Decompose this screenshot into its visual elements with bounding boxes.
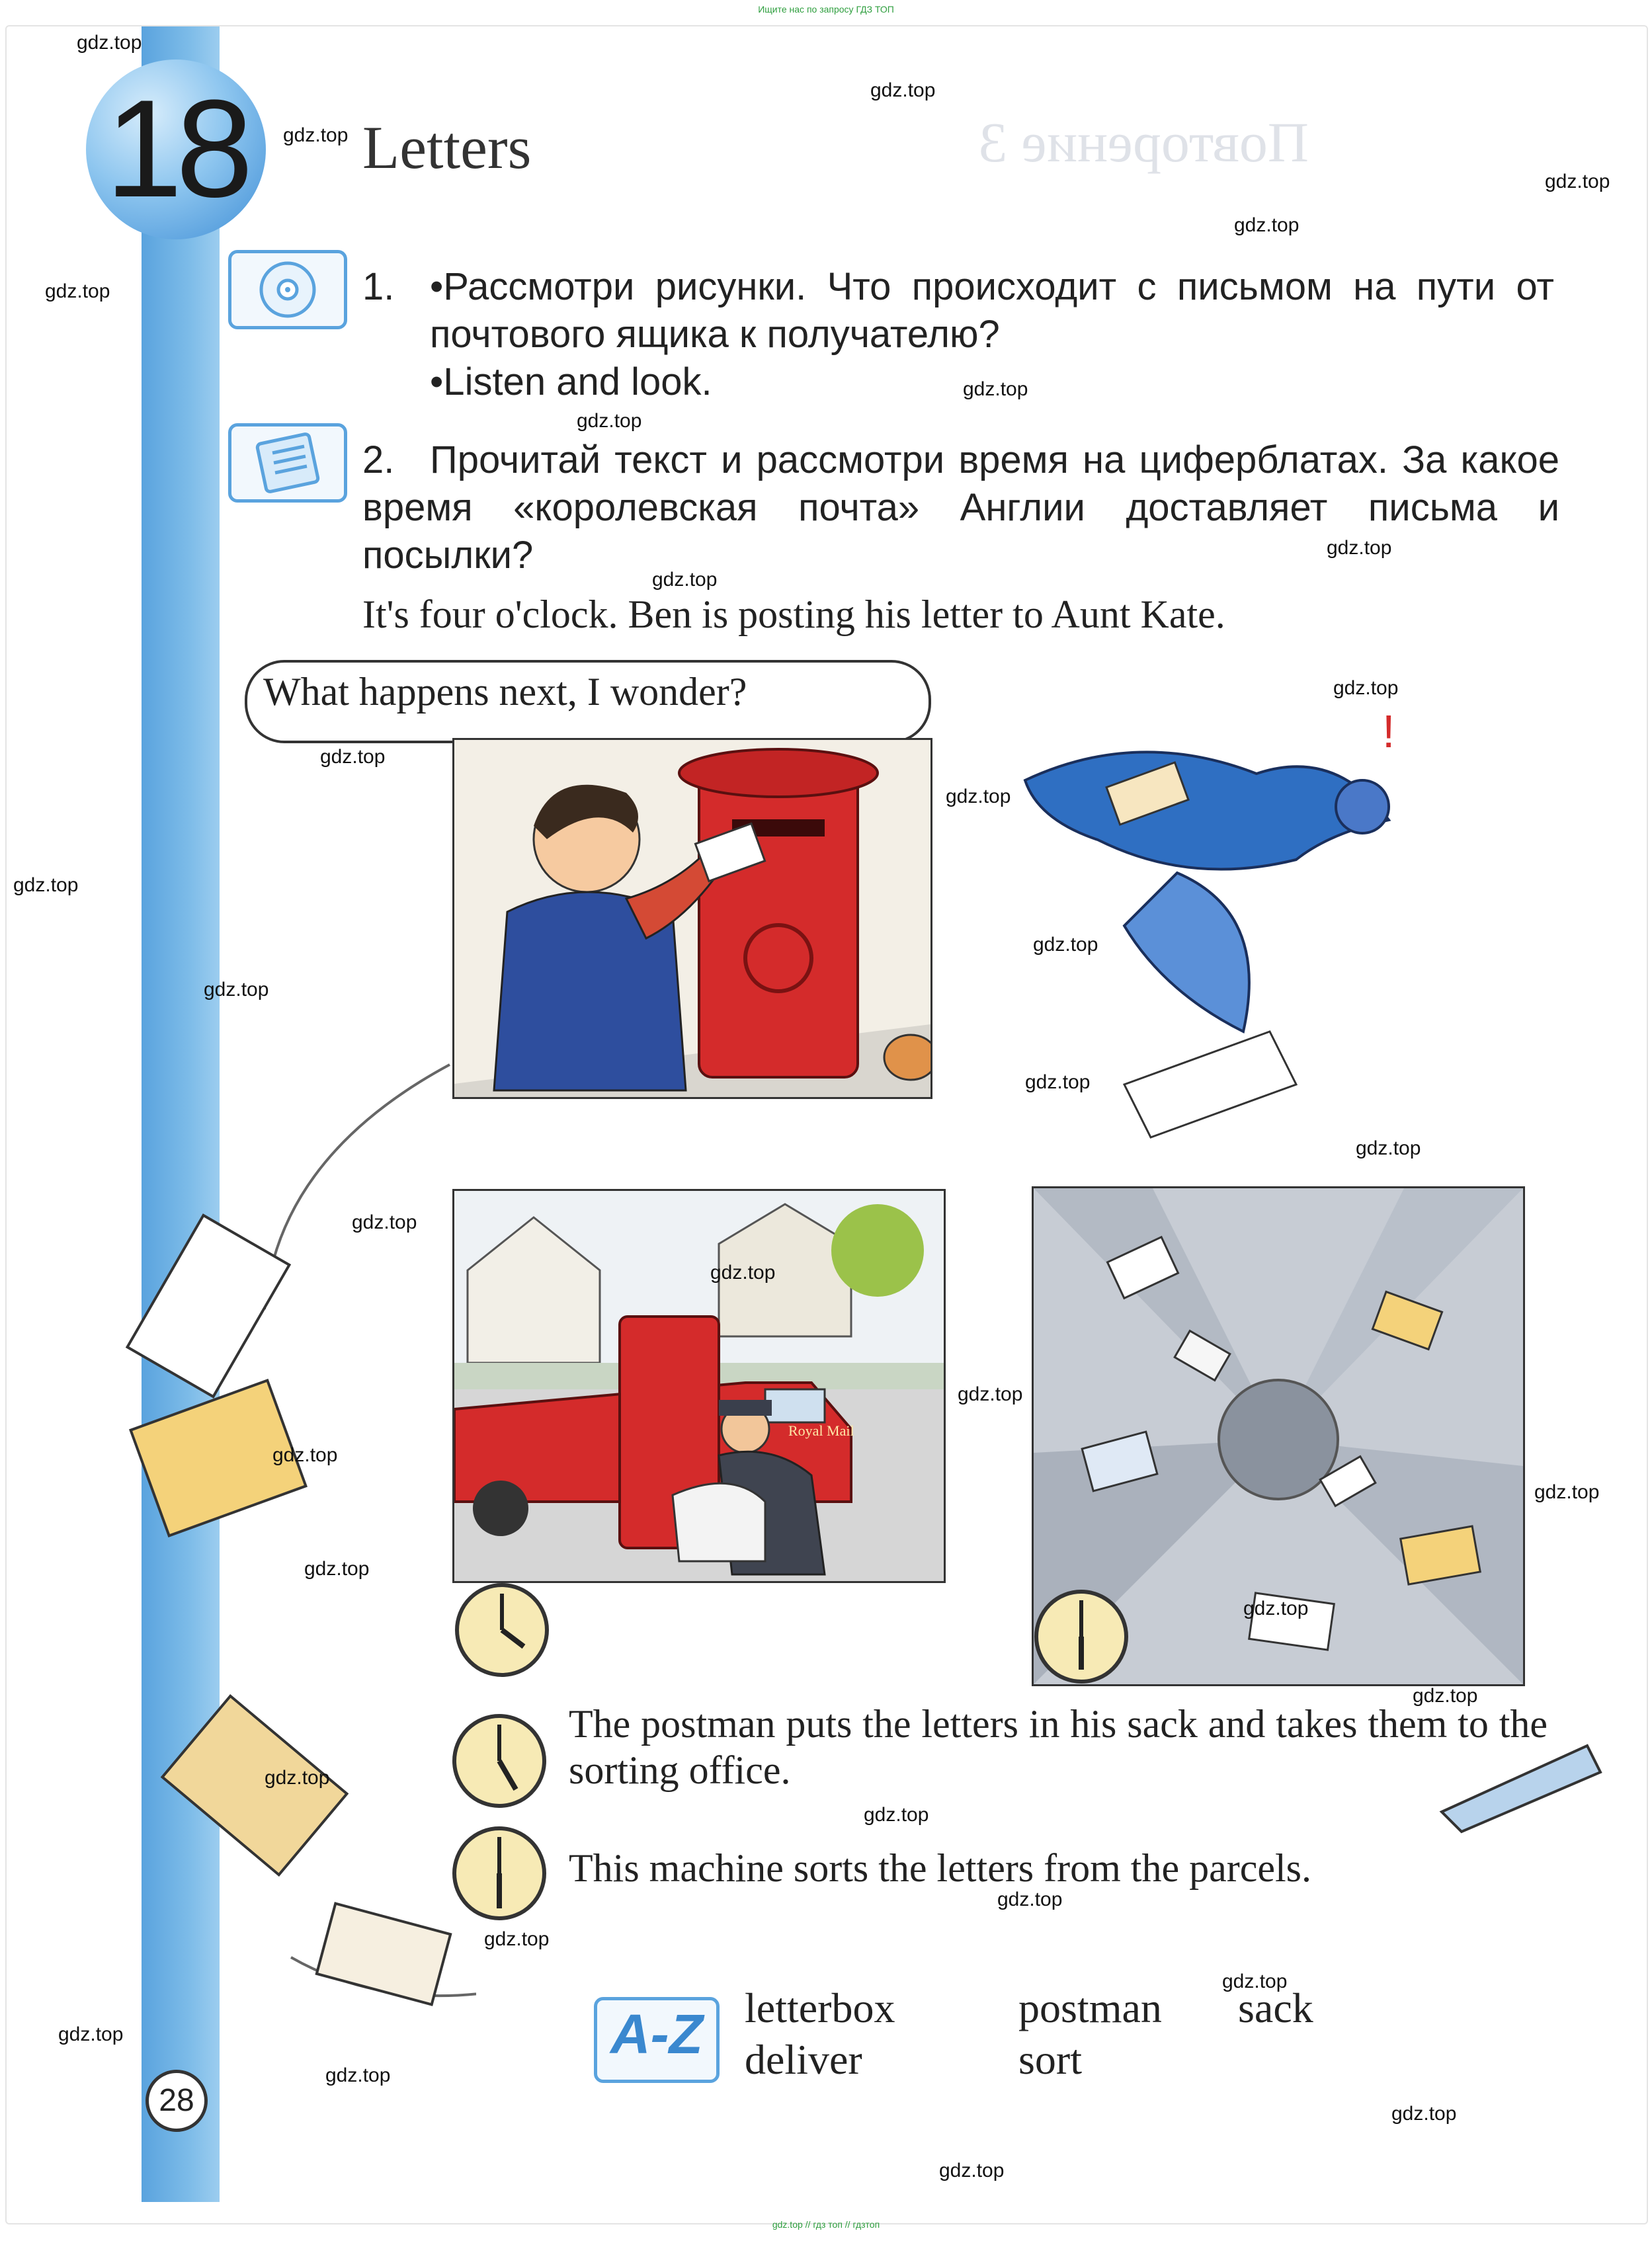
top-search-note: Ищите нас по запросу ГДЗ ТОП [758, 4, 894, 15]
watermark: gdz.top [939, 2160, 1005, 2181]
watermark: gdz.top [946, 786, 1011, 807]
watermark: gdz.top [1413, 1685, 1478, 1707]
watermark: gdz.top [1545, 171, 1610, 192]
watermark: gdz.top [304, 1558, 370, 1580]
ghost-heading: Повторение 3 [979, 110, 1309, 174]
watermark: gdz.top [265, 1767, 330, 1789]
caption-sorting-machine: This machine sorts the letters from the parcels. [569, 1846, 1311, 1890]
watermark: gdz.top [77, 32, 142, 54]
svg-text:!: ! [1382, 706, 1395, 757]
book-icon [228, 423, 347, 503]
vocab-word-sack: sack [1238, 1984, 1313, 2031]
watermark: gdz.top [13, 874, 79, 896]
unit-title: Letters [362, 114, 532, 181]
watermark: gdz.top [1234, 214, 1300, 236]
watermark: gdz.top [1033, 934, 1098, 956]
illustration-boy-posting-letter [452, 738, 932, 1099]
watermark: gdz.top [325, 2064, 391, 2086]
cd-icon [228, 250, 347, 329]
illustration-pigeon-carrying-letter [926, 688, 1455, 1151]
exercise1-instruction-en: •Listen and look. [430, 360, 712, 403]
bottom-note: gdz.top // гдз топ // гдзтоп [772, 2219, 880, 2230]
watermark: gdz.top [1025, 1071, 1091, 1093]
watermark: gdz.top [710, 1262, 776, 1283]
vocab-word-deliver: deliver [745, 2036, 862, 2083]
speech-bubble-text: What happens next, I wonder? [263, 670, 747, 713]
vocabulary-badge-text: A-Z [610, 2003, 703, 2065]
watermark: gdz.top [283, 124, 349, 146]
watermark: gdz.top [1534, 1481, 1600, 1503]
watermark: gdz.top [58, 2023, 124, 2045]
unit-number: 18 [105, 71, 247, 226]
watermark: gdz.top [577, 410, 642, 432]
exercise2-instruction: Прочитай текст и рассмотри время на циферблатах. За какое время «королевская почта» Англии доставляет письма и посылки? [362, 438, 1559, 577]
vocab-word-letterbox: letterbox [745, 1984, 895, 2031]
watermark: gdz.top [1356, 1137, 1421, 1159]
watermark: gdz.top [352, 1211, 417, 1233]
vocab-word-postman: postman [1018, 1984, 1162, 2031]
watermark: gdz.top [484, 1928, 550, 1950]
illustration-postman-collecting [452, 1189, 946, 1583]
watermark: gdz.top [864, 1804, 929, 1826]
watermark: gdz.top [204, 979, 269, 1000]
watermark: gdz.top [1391, 2103, 1457, 2125]
watermark: gdz.top [652, 569, 718, 591]
watermark: gdz.top [272, 1444, 338, 1466]
exercise1-number: 1. [362, 265, 395, 308]
exercise1-instruction-ru: •Рассмотри рисунки. Что происходит с письмом на пути от почтового ящика к получателю? [430, 265, 1554, 356]
caption-postman: The postman puts the letters in his sack and takes them to the sorting office. [569, 1702, 1548, 1792]
page-number: 28 [145, 2070, 208, 2132]
clock-icon-panel3 [1032, 1587, 1131, 1686]
vocab-word-sort: sort [1018, 2036, 1082, 2083]
watermark: gdz.top [958, 1383, 1023, 1405]
story-line: It's four o'clock. Ben is posting his letter to Aunt Kate. [362, 592, 1225, 636]
watermark: gdz.top [997, 1889, 1063, 1910]
watermark: gdz.top [1243, 1598, 1309, 1619]
illustration-envelope-right [1435, 1732, 1607, 1838]
exercise2-number: 2. [362, 438, 395, 481]
watermark: gdz.top [870, 79, 936, 101]
watermark: gdz.top [1333, 677, 1399, 699]
watermark: gdz.top [1327, 537, 1392, 559]
illustration-flying-envelopes [106, 1058, 476, 2050]
watermark: gdz.top [45, 280, 110, 302]
van-label: Royal Mail [788, 1422, 854, 1439]
watermark: gdz.top [320, 746, 386, 768]
watermark: gdz.top [963, 378, 1028, 400]
watermark: gdz.top [1222, 1971, 1288, 1992]
